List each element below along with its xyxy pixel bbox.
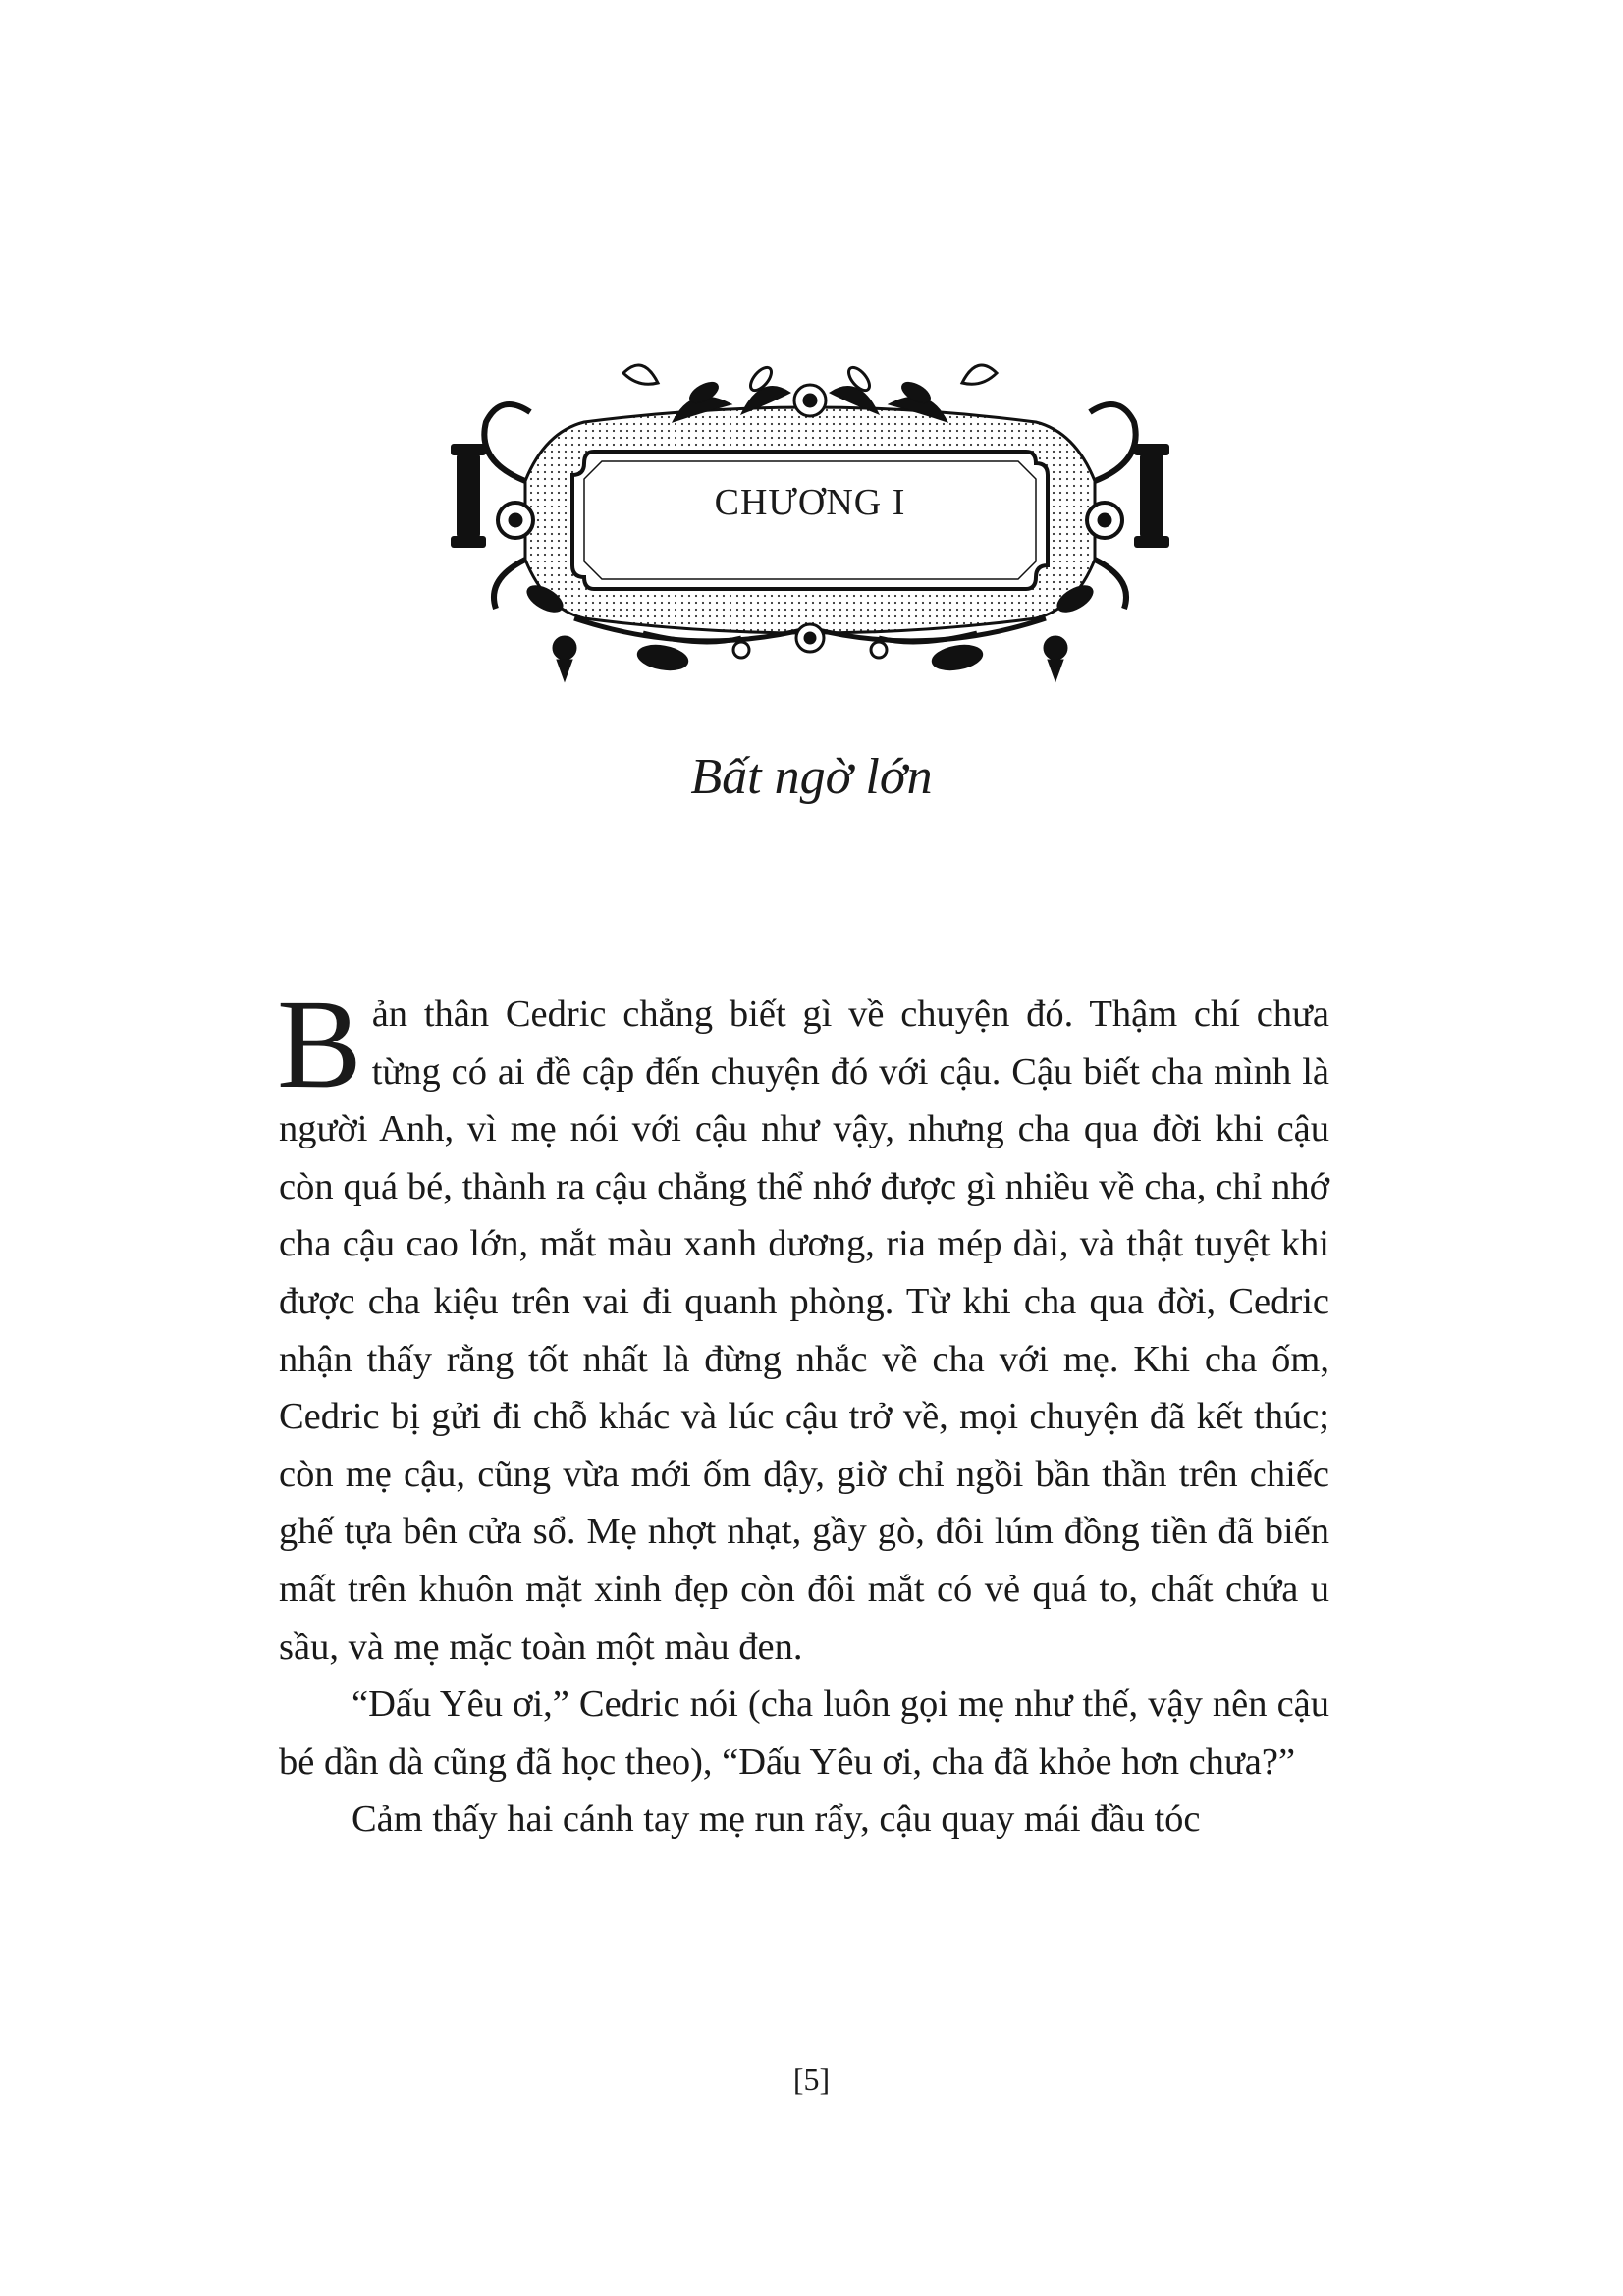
paragraph-1 xyxy=(277,974,1329,1676)
drop-cap: B xyxy=(277,974,362,1115)
chapter-body xyxy=(277,974,1329,1848)
paragraph-3: Cảm thấy hai cánh tay mẹ run rẩy, cậu quay mái đầu tóc xyxy=(352,1798,1201,1841)
chapter-label: CHƯƠNG I xyxy=(714,482,906,523)
chapter-title: Bất ngờ lớn xyxy=(690,749,933,805)
paragraph-1-text: ản thân Cedric chẳng biết gì về chuyện đó. Thậm chí chưa từng có ai đề cập đến chuyện đó với cậu. Cậu biết cha mình là người Anh, vì mẹ nói với cậu như vậy, nhưng cha qua đời khi cậu còn quá bé, thành ra cậu chẳng thể nhớ được gì nhiều về cha, chỉ nhớ cha cậu cao lớn, mắt màu xanh dương, ria mép dài, và thật tuyệt khi được cha kiệu trên vai đi quanh phòng. Từ khi cha qua đời, Cedric nhận thấy rằng tốt nhất là đừng nhắc về cha với mẹ. Khi cha ốm, Cedric bị gửi đi chỗ khác và lúc cậu trở về, mọi chuyện đã kết thúc; còn mẹ cậu, cũng vừa mới ốm dậy, giờ chỉ ngồi bần thần trên chiếc ghế tựa bên cửa sổ. Mẹ nhợt nhạt, gầy gò, đôi lúm đồng tiền đã biến mất trên khuôn mặt xinh đẹp còn đôi mắt có vẻ quá to, chất chứa u sầu, và mẹ mặc toàn một màu đen. xyxy=(279,993,1329,1668)
paragraph-2: “Dấu Yêu ơi,” Cedric nói (cha luôn gọi mẹ như thế, vậy nên cậu bé dần dà cũng đã học theo), “Dấu Yêu ơi, cha đã khỏe hơn chưa?” xyxy=(279,1683,1329,1783)
page-number: [5] xyxy=(792,2061,831,2097)
